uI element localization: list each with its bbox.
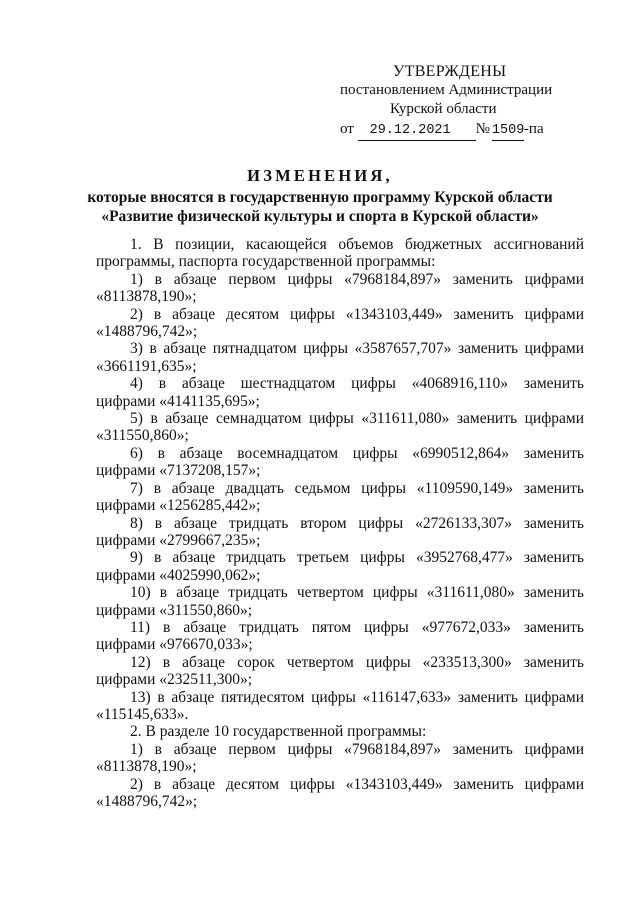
paragraph-1-line-1: 1. В позиции, касающейся объемов бюджетных ассигнований	[130, 236, 584, 253]
paragraph-1-line-2: программы, паспорта государственной программы:	[96, 253, 436, 271]
list-item-line: 10) в абзаце тридцать четвертом цифры «311611,080» заменить	[130, 584, 584, 602]
list-item-line: 9) в абзаце тридцать третьем цифры «3952768,477» заменить	[130, 549, 584, 567]
list-item-line: цифрами «4025990,062»;	[96, 566, 261, 584]
approval-date-row	[340, 120, 590, 141]
list-item-line: цифрами «311550,860»;	[96, 601, 253, 619]
list-item-line: цифрами «2799667,235»;	[96, 531, 261, 549]
list-item-line: цифрами «232511,300»;	[96, 671, 253, 689]
list-item-line: «3661191,635»;	[96, 357, 197, 375]
list-item-line: 5) в абзаце семнадцатом цифры «311611,080» заменить цифрами	[130, 410, 584, 428]
list-item-line: 7) в абзаце двадцать седьмом цифры «1109590,149» заменить	[130, 479, 584, 497]
list-item-line: 13) в абзаце пятидесятом цифры «116147,633» заменить цифрами	[130, 688, 584, 706]
heading-subtitle-1: которые вносятся в государственную программу Курской области	[87, 189, 553, 206]
list-item-line: 12) в абзаце сорок четвертом цифры «233513,300» заменить	[130, 653, 584, 671]
list-item-line: цифрами «4141135,695»;	[96, 392, 260, 410]
approval-number: 1509	[492, 121, 524, 141]
list-item-line: цифрами «976670,033»;	[96, 636, 253, 654]
list-item-line: «8113878,190»;	[96, 288, 197, 306]
list-item-line: цифрами «7137208,157»;	[96, 462, 261, 480]
approval-line-1: постановлением Администрации	[340, 82, 553, 98]
list-item-line: 4) в абзаце шестнадцатом цифры «4068916,110» заменить	[130, 375, 584, 393]
paragraph-2: 2. В разделе 10 государственной программы:	[130, 723, 427, 741]
list-item-line: «1488796,742»;	[96, 323, 198, 341]
approval-title: УТВЕРЖДЕНЫ	[393, 63, 507, 80]
document-body	[96, 236, 584, 810]
list-item-line: цифрами «1256285,442»;	[96, 497, 261, 515]
number-label: №	[475, 121, 490, 137]
list-item-line: «1488796,742»;	[96, 793, 198, 810]
number-suffix: -па	[523, 121, 544, 137]
list-item-line: 3) в абзаце пятнадцатом цифры «3587657,707» заменить цифрами	[130, 340, 584, 358]
approval-line-2: Курской области	[390, 101, 497, 117]
list-item-line: 1) в абзаце первом цифры «7968184,897» заменить цифрами	[130, 270, 584, 288]
list-item-line: 1) в абзаце первом цифры «7968184,897» заменить цифрами	[130, 740, 584, 758]
list-item-line: «311550,860»;	[96, 427, 189, 445]
list-item-line: 11) в абзаце тридцать пятом цифры «977672,033» заменить	[130, 618, 584, 636]
list-item-line: «8113878,190»;	[96, 758, 197, 776]
heading-title: ИЗМЕНЕНИЯ,	[247, 166, 393, 185]
document-heading	[40, 166, 600, 226]
heading-subtitle-2: «Развитие физической культуры и спорта в Курской области»	[101, 208, 539, 225]
list-item-line: 6) в абзаце восемнадцатом цифры «6990512,864» заменить	[130, 444, 584, 462]
approval-date: 29.12.2021	[358, 121, 476, 141]
list-item-line: 2) в абзаце десятом цифры «1343103,449» заменить цифрами	[130, 305, 584, 323]
approval-block	[340, 62, 590, 141]
from-label: от	[340, 121, 354, 137]
list-item-line: «115145,633».	[96, 705, 189, 723]
list-item-line: 8) в абзаце тридцать втором цифры «2726133,307» заменить	[130, 514, 584, 532]
list-item-line: 2) в абзаце десятом цифры «1343103,449» заменить цифрами	[130, 775, 584, 793]
